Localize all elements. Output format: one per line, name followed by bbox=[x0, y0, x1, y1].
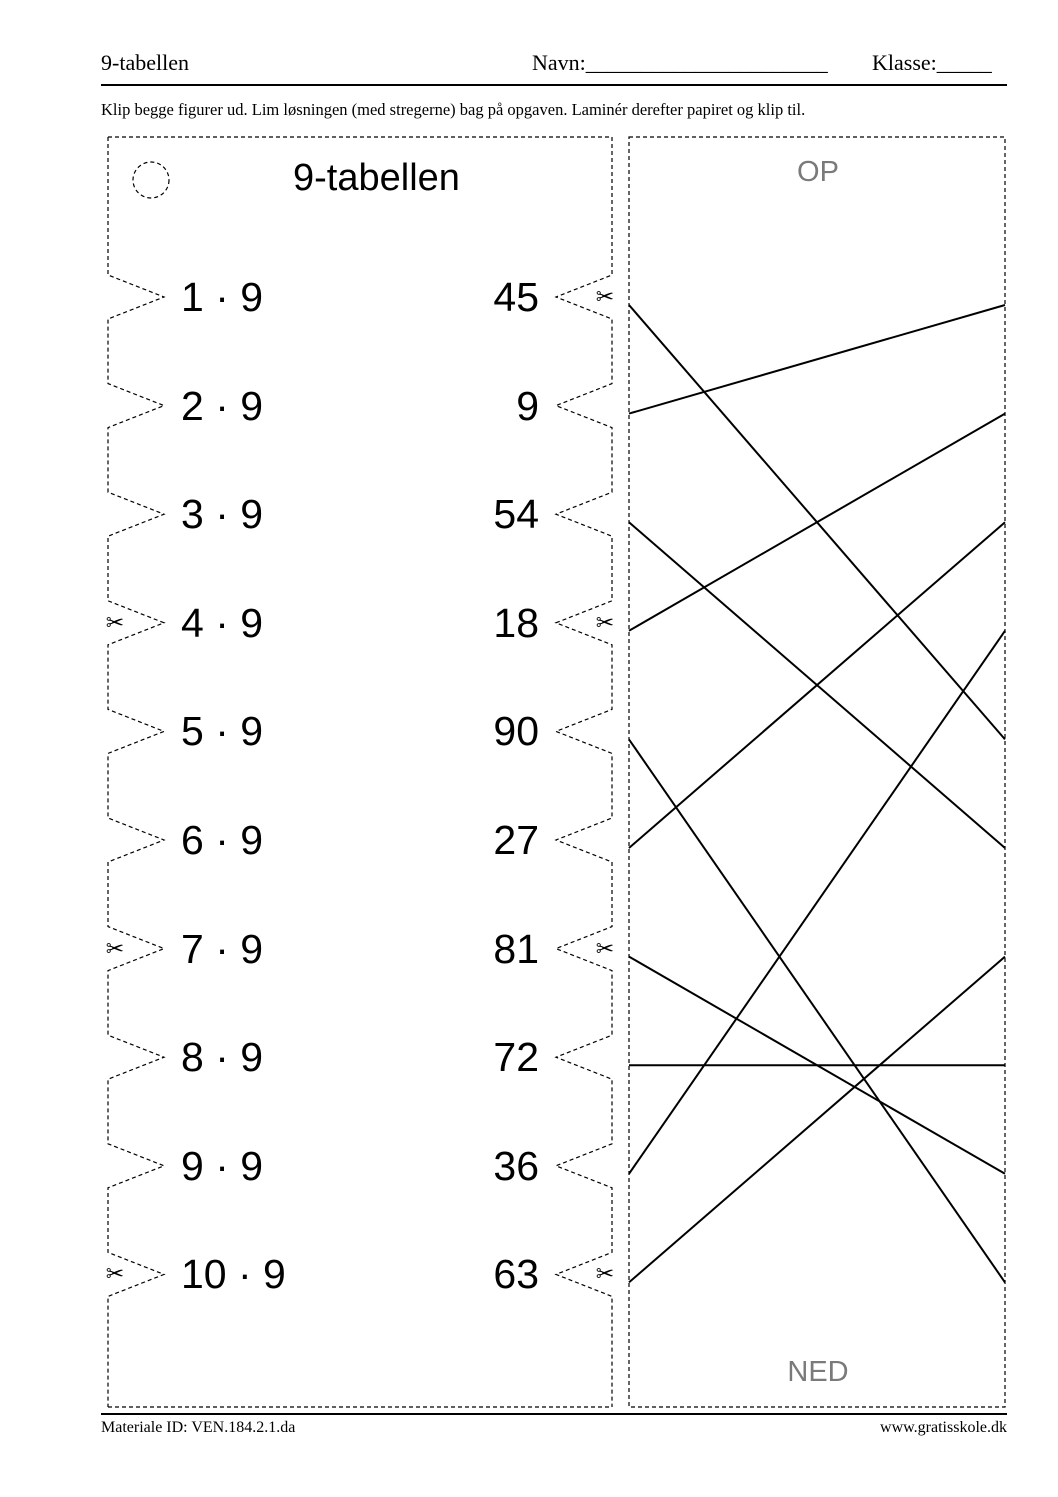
answer-9: 36 bbox=[493, 1142, 539, 1189]
problem-7: 7 · 9 bbox=[181, 925, 264, 972]
problem-9: 9 · 9 bbox=[181, 1142, 264, 1189]
solution-line-5 bbox=[629, 739, 1005, 1282]
scissors-icon: ✂ bbox=[105, 1261, 125, 1287]
scissors-icon: ✂ bbox=[595, 935, 615, 961]
solution-line-2 bbox=[629, 305, 1005, 414]
answer-2: 9 bbox=[516, 382, 539, 429]
problem-3: 3 · 9 bbox=[181, 491, 264, 538]
answer-6: 27 bbox=[493, 817, 539, 863]
worksheet-right-cut-edge bbox=[556, 137, 612, 1407]
punch-hole-circle bbox=[133, 162, 169, 198]
answer-8: 72 bbox=[493, 1034, 539, 1081]
problem-6: 6 · 9 bbox=[181, 817, 264, 863]
worksheet-left-cut-edge bbox=[108, 137, 164, 1407]
scissors-icon: ✂ bbox=[105, 609, 125, 635]
scissors-icon: ✂ bbox=[105, 935, 125, 961]
class-field[interactable]: Klasse:_____ bbox=[872, 50, 992, 75]
solution-card-cut-outline bbox=[629, 137, 1005, 1407]
answer-4: 18 bbox=[493, 599, 539, 646]
problem-8: 8 · 9 bbox=[181, 1034, 264, 1081]
problem-5: 5 · 9 bbox=[181, 708, 264, 755]
answer-1: 45 bbox=[493, 274, 539, 320]
scissors-icon: ✂ bbox=[595, 609, 615, 635]
solution-line-10 bbox=[629, 957, 1005, 1283]
problem-10: 10 · 9 bbox=[181, 1251, 286, 1298]
footer-rule bbox=[101, 1413, 1007, 1415]
problem-4: 4 · 9 bbox=[181, 599, 264, 646]
scissors-icon: ✂ bbox=[595, 284, 615, 309]
answer-5: 90 bbox=[493, 708, 539, 755]
worksheet-title: 9-tabellen bbox=[293, 157, 460, 199]
answer-10: 63 bbox=[493, 1251, 539, 1298]
answer-7: 81 bbox=[493, 925, 539, 972]
problem-1: 1 · 9 bbox=[181, 274, 264, 320]
footer-material-id: Materiale ID: VEN.184.2.1.da bbox=[101, 1419, 296, 1436]
header-title: 9-tabellen bbox=[101, 50, 189, 75]
instruction-text: Klip begge figurer ud. Lim løsningen (med stregerne) bag på opgaven. Laminér derefter papiret og klip til. bbox=[101, 100, 806, 119]
answer-3: 54 bbox=[493, 491, 539, 538]
solution-top-label: OP bbox=[797, 156, 839, 188]
problem-2: 2 · 9 bbox=[181, 382, 264, 429]
solution-line-4 bbox=[629, 414, 1005, 631]
name-field[interactable]: Navn:______________________ bbox=[532, 50, 828, 75]
solution-bottom-label: NED bbox=[787, 1356, 849, 1388]
solution-line-9 bbox=[629, 631, 1005, 1174]
footer-website[interactable]: www.gratisskole.dk bbox=[880, 1419, 1007, 1436]
scissors-icon: ✂ bbox=[595, 1261, 615, 1287]
